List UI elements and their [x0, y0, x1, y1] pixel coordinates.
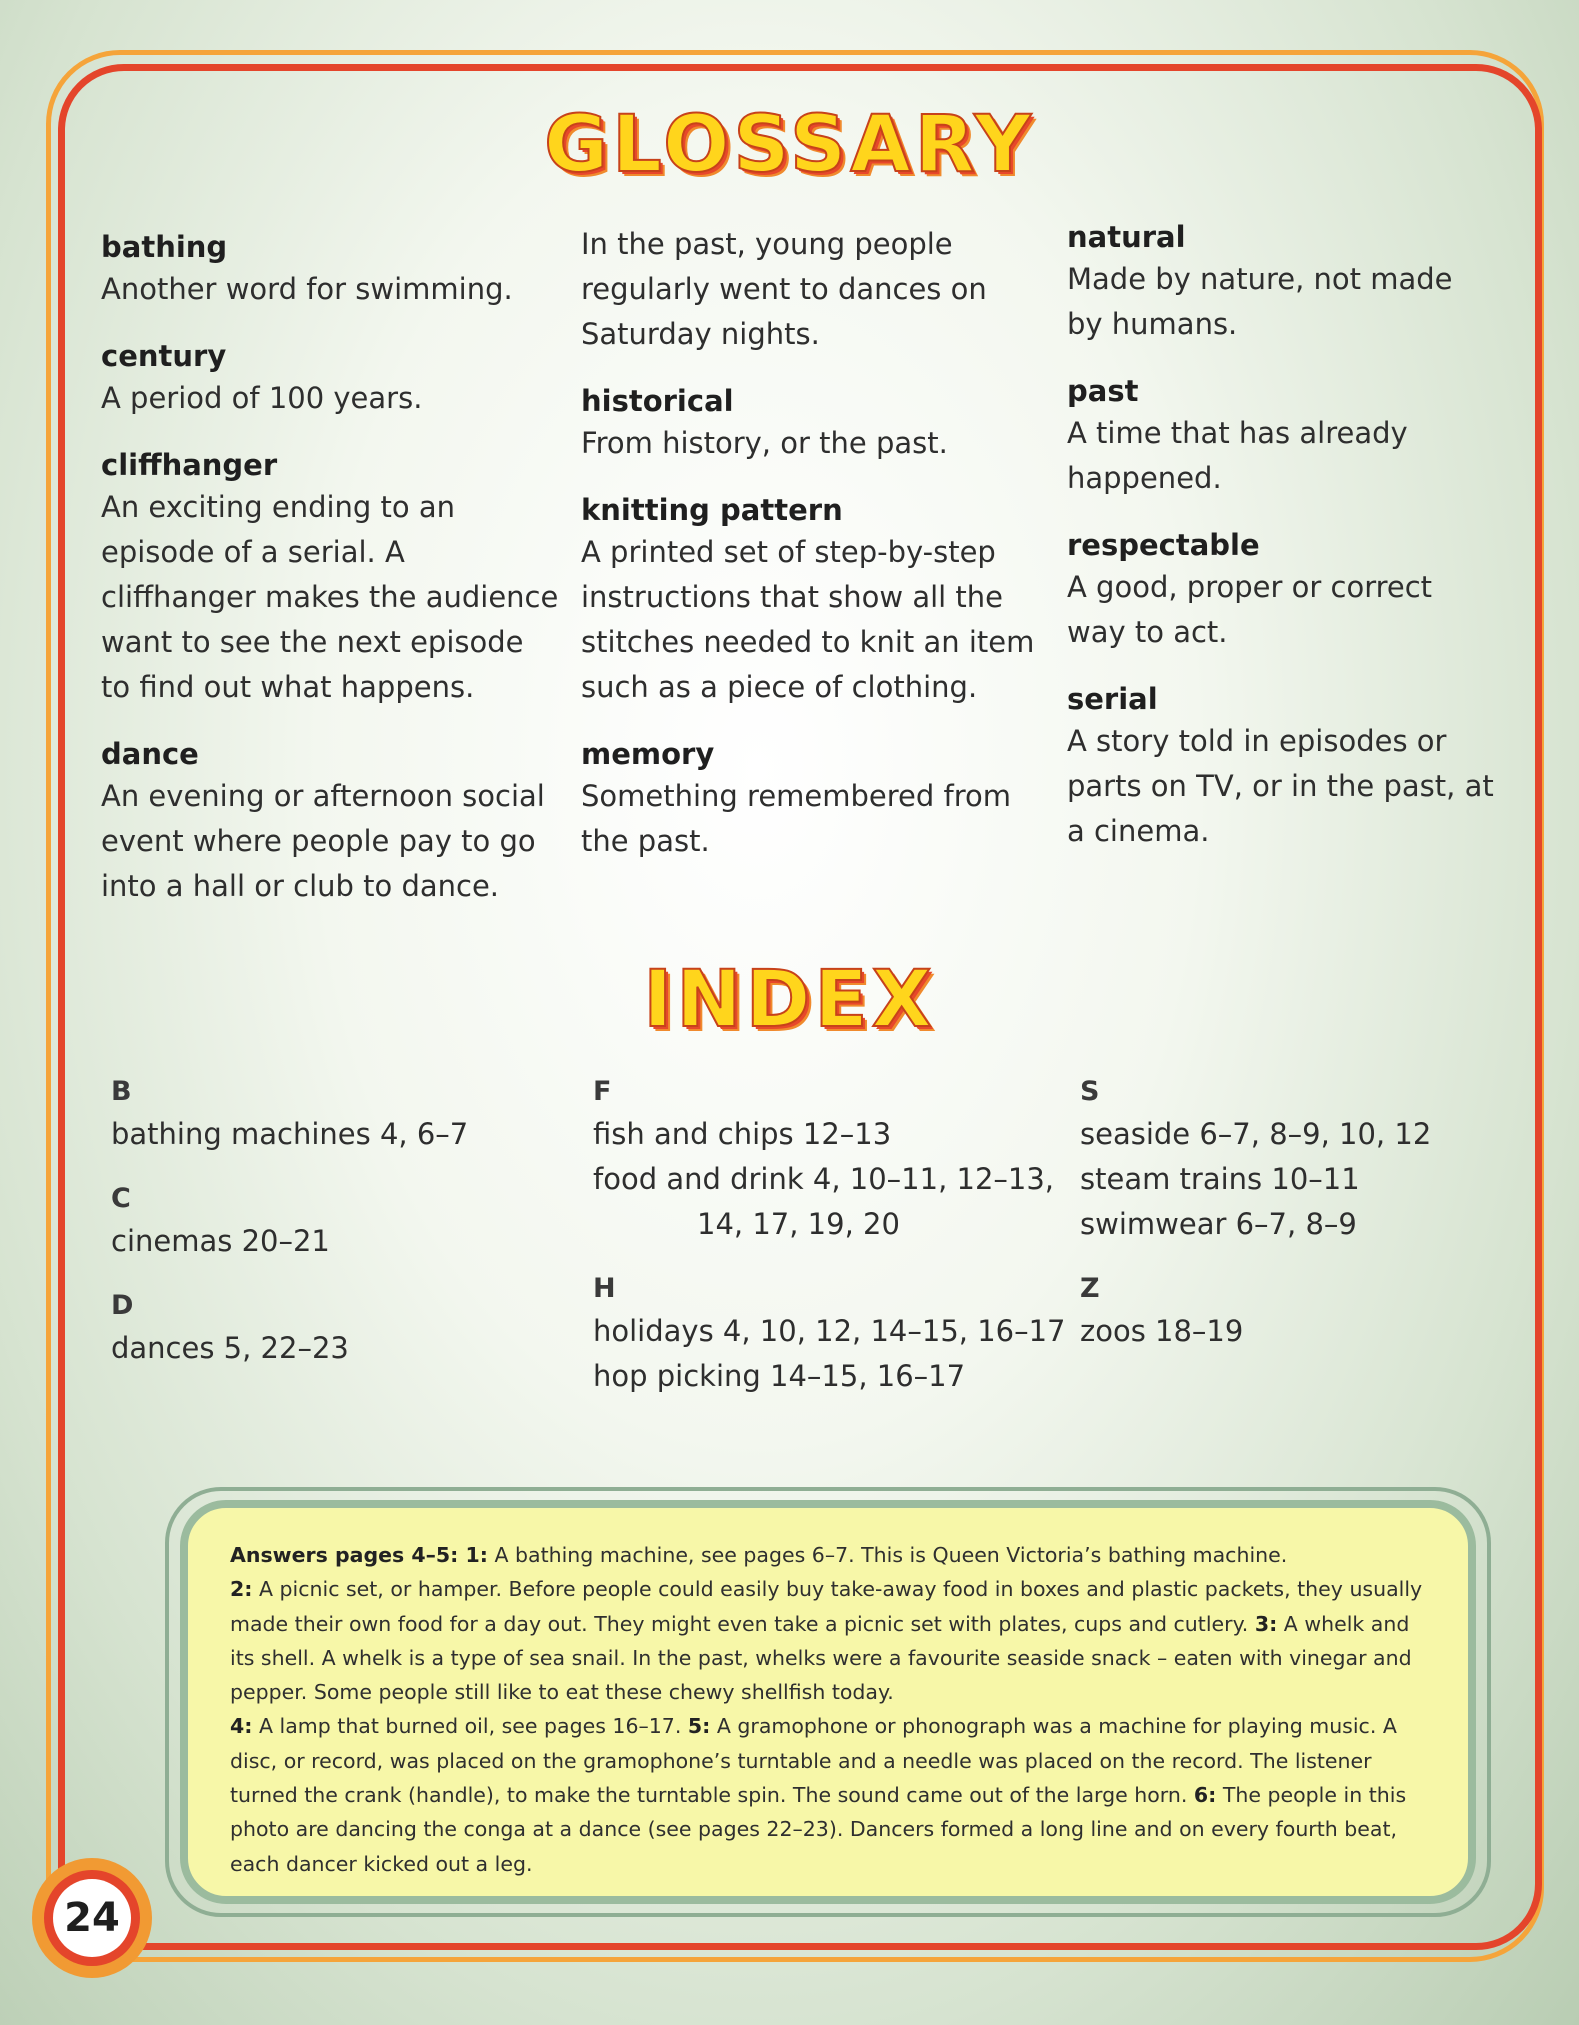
glossary-definition: Made by nature, not made by humans. [1067, 262, 1453, 341]
glossary-definition: An evening or afternoon social event where people pay to go into a hall or club to dance. [101, 779, 545, 903]
glossary-entry [1067, 525, 1497, 655]
answers-text [230, 1709, 1432, 1880]
glossary-term: natural [1067, 220, 1186, 254]
index-letter: S [1080, 1076, 1100, 1107]
glossary-term: bathing [101, 230, 228, 264]
index-column-2 [593, 1072, 1066, 1399]
index-entry: cinemas 20–21 [111, 1224, 330, 1258]
glossary-term: memory [581, 737, 715, 771]
glossary-definition: A good, proper or correct way to act. [1067, 570, 1433, 649]
glossary-definition: A period of 100 years. [101, 381, 423, 415]
index-letter: C [111, 1183, 131, 1214]
answer-text: A lamp that burned oil, see pages 16–17. [252, 1714, 688, 1739]
glossary-definition: Something remembered from the past. [581, 779, 1012, 858]
glossary-definition: A printed set of step-by-step instructions that show all the stitches needed to knit an item such as a piece of clothing. [581, 535, 1035, 704]
index-entry: seaside 6–7, 8–9, 10, 12 [1080, 1117, 1432, 1151]
answers-box [180, 1500, 1476, 1904]
glossary-term: past [1067, 374, 1139, 408]
glossary-definition: An exciting ending to an episode of a serial. A cliffhanger makes the audience want to see the next episode to find out what happens. [101, 490, 559, 704]
index-letter: F [593, 1076, 612, 1107]
glossary-term: dance [101, 737, 199, 771]
glossary-definition: A story told in episodes or parts on TV, or in the past, at a cinema. [1067, 724, 1494, 848]
glossary-entry [101, 445, 561, 710]
glossary-term: respectable [1067, 528, 1260, 562]
glossary-entry [581, 381, 1041, 466]
glossary-entry [1067, 217, 1497, 347]
index-entry: zoos 18–19 [1080, 1314, 1244, 1348]
index-letter: Z [1080, 1273, 1100, 1304]
glossary-entry [581, 734, 1041, 864]
glossary-entry [581, 490, 1041, 710]
index-title: INDEX [643, 955, 936, 1045]
index-entry-continued: 14, 17, 19, 20 [697, 1207, 900, 1241]
answer-text: A picnic set, or hamper. Before people could easily buy take-away food in boxes and plastic packets, they usually made their own food for a day out. They might even take a picnic set with plates, cups and cutlery. [230, 1577, 1423, 1636]
glossary-column-2 [581, 222, 1041, 864]
index-entry: steam trains 10–11 [1080, 1162, 1360, 1196]
answer-text: The people in this photo are dancing the conga at a dance (see pages 22–23). Dancers formed a long line and on every fourth beat, each dancer kicked out a leg. [230, 1783, 1407, 1876]
glossary-column-1 [101, 227, 561, 909]
page-number: 24 [53, 1879, 131, 1957]
answers-text [230, 1572, 1432, 1709]
glossary-entry [1067, 679, 1497, 854]
answer-label: Answers pages 4–5: 1: [230, 1543, 488, 1567]
answer-label: 4: [230, 1714, 253, 1739]
glossary-definition: From history, or the past. [581, 426, 948, 460]
glossary-definition: A time that has already happened. [1067, 416, 1408, 495]
answer-text: A bathing machine, see pages 6–7. This is Queen Victoria’s bathing machine. [487, 1543, 1288, 1567]
index-entry: swimwear 6–7, 8–9 [1080, 1207, 1357, 1241]
answer-text: A whelk and its shell. A whelk is a type of sea snail. In the past, whelks were a favourite seaside snack – eaten with vinegar and pepper. Some people still like to eat these chewy shellfish today. [230, 1611, 1412, 1705]
index-entry: fish and chips 12–13 [593, 1117, 892, 1151]
glossary-column-3 [1067, 217, 1497, 854]
index-letter: D [111, 1290, 134, 1321]
index-letter: B [111, 1076, 132, 1107]
answer-text: A gramophone or phonograph was a machine for playing music. A disc, or record, was placed on the gramophone’s turntable and a needle was placed on the record. The listener turned the crank (handle), to make the turntable spin. The sound came out of the large horn. [230, 1714, 1397, 1808]
glossary-entry [101, 227, 561, 312]
answer-label: 6: [1193, 1783, 1217, 1808]
glossary-term: century [101, 339, 227, 373]
glossary-title: GLOSSARY [544, 100, 1035, 190]
glossary-term: serial [1067, 682, 1158, 716]
glossary-term: cliffhanger [101, 448, 278, 482]
glossary-entry [101, 336, 561, 421]
index-entry: dances 5, 22–23 [111, 1331, 349, 1365]
index-entry: holidays 4, 10, 12, 14–15, 16–17 [593, 1314, 1066, 1348]
glossary-term: knitting pattern [581, 493, 843, 527]
answer-label: 5: [687, 1714, 711, 1739]
glossary-definition: Another word for swimming. [101, 272, 513, 306]
index-column-1 [111, 1072, 531, 1371]
answer-label: 3: [1254, 1611, 1278, 1636]
index-entry: bathing machines 4, 6–7 [111, 1117, 469, 1151]
index-entry: hop picking 14–15, 16–17 [593, 1359, 966, 1393]
answer-label: 2: [230, 1577, 253, 1602]
glossary-term: historical [581, 384, 734, 418]
answers-text [230, 1538, 1432, 1572]
glossary-entry [1067, 371, 1497, 501]
index-column-3 [1080, 1072, 1500, 1354]
glossary-definition-continued: In the past, young people regularly went to dances on Saturday nights. [581, 227, 987, 351]
glossary-entry [101, 734, 561, 909]
index-letter: H [593, 1273, 616, 1304]
index-entry: food and drink 4, 10–11, 12–13, [593, 1162, 1055, 1196]
